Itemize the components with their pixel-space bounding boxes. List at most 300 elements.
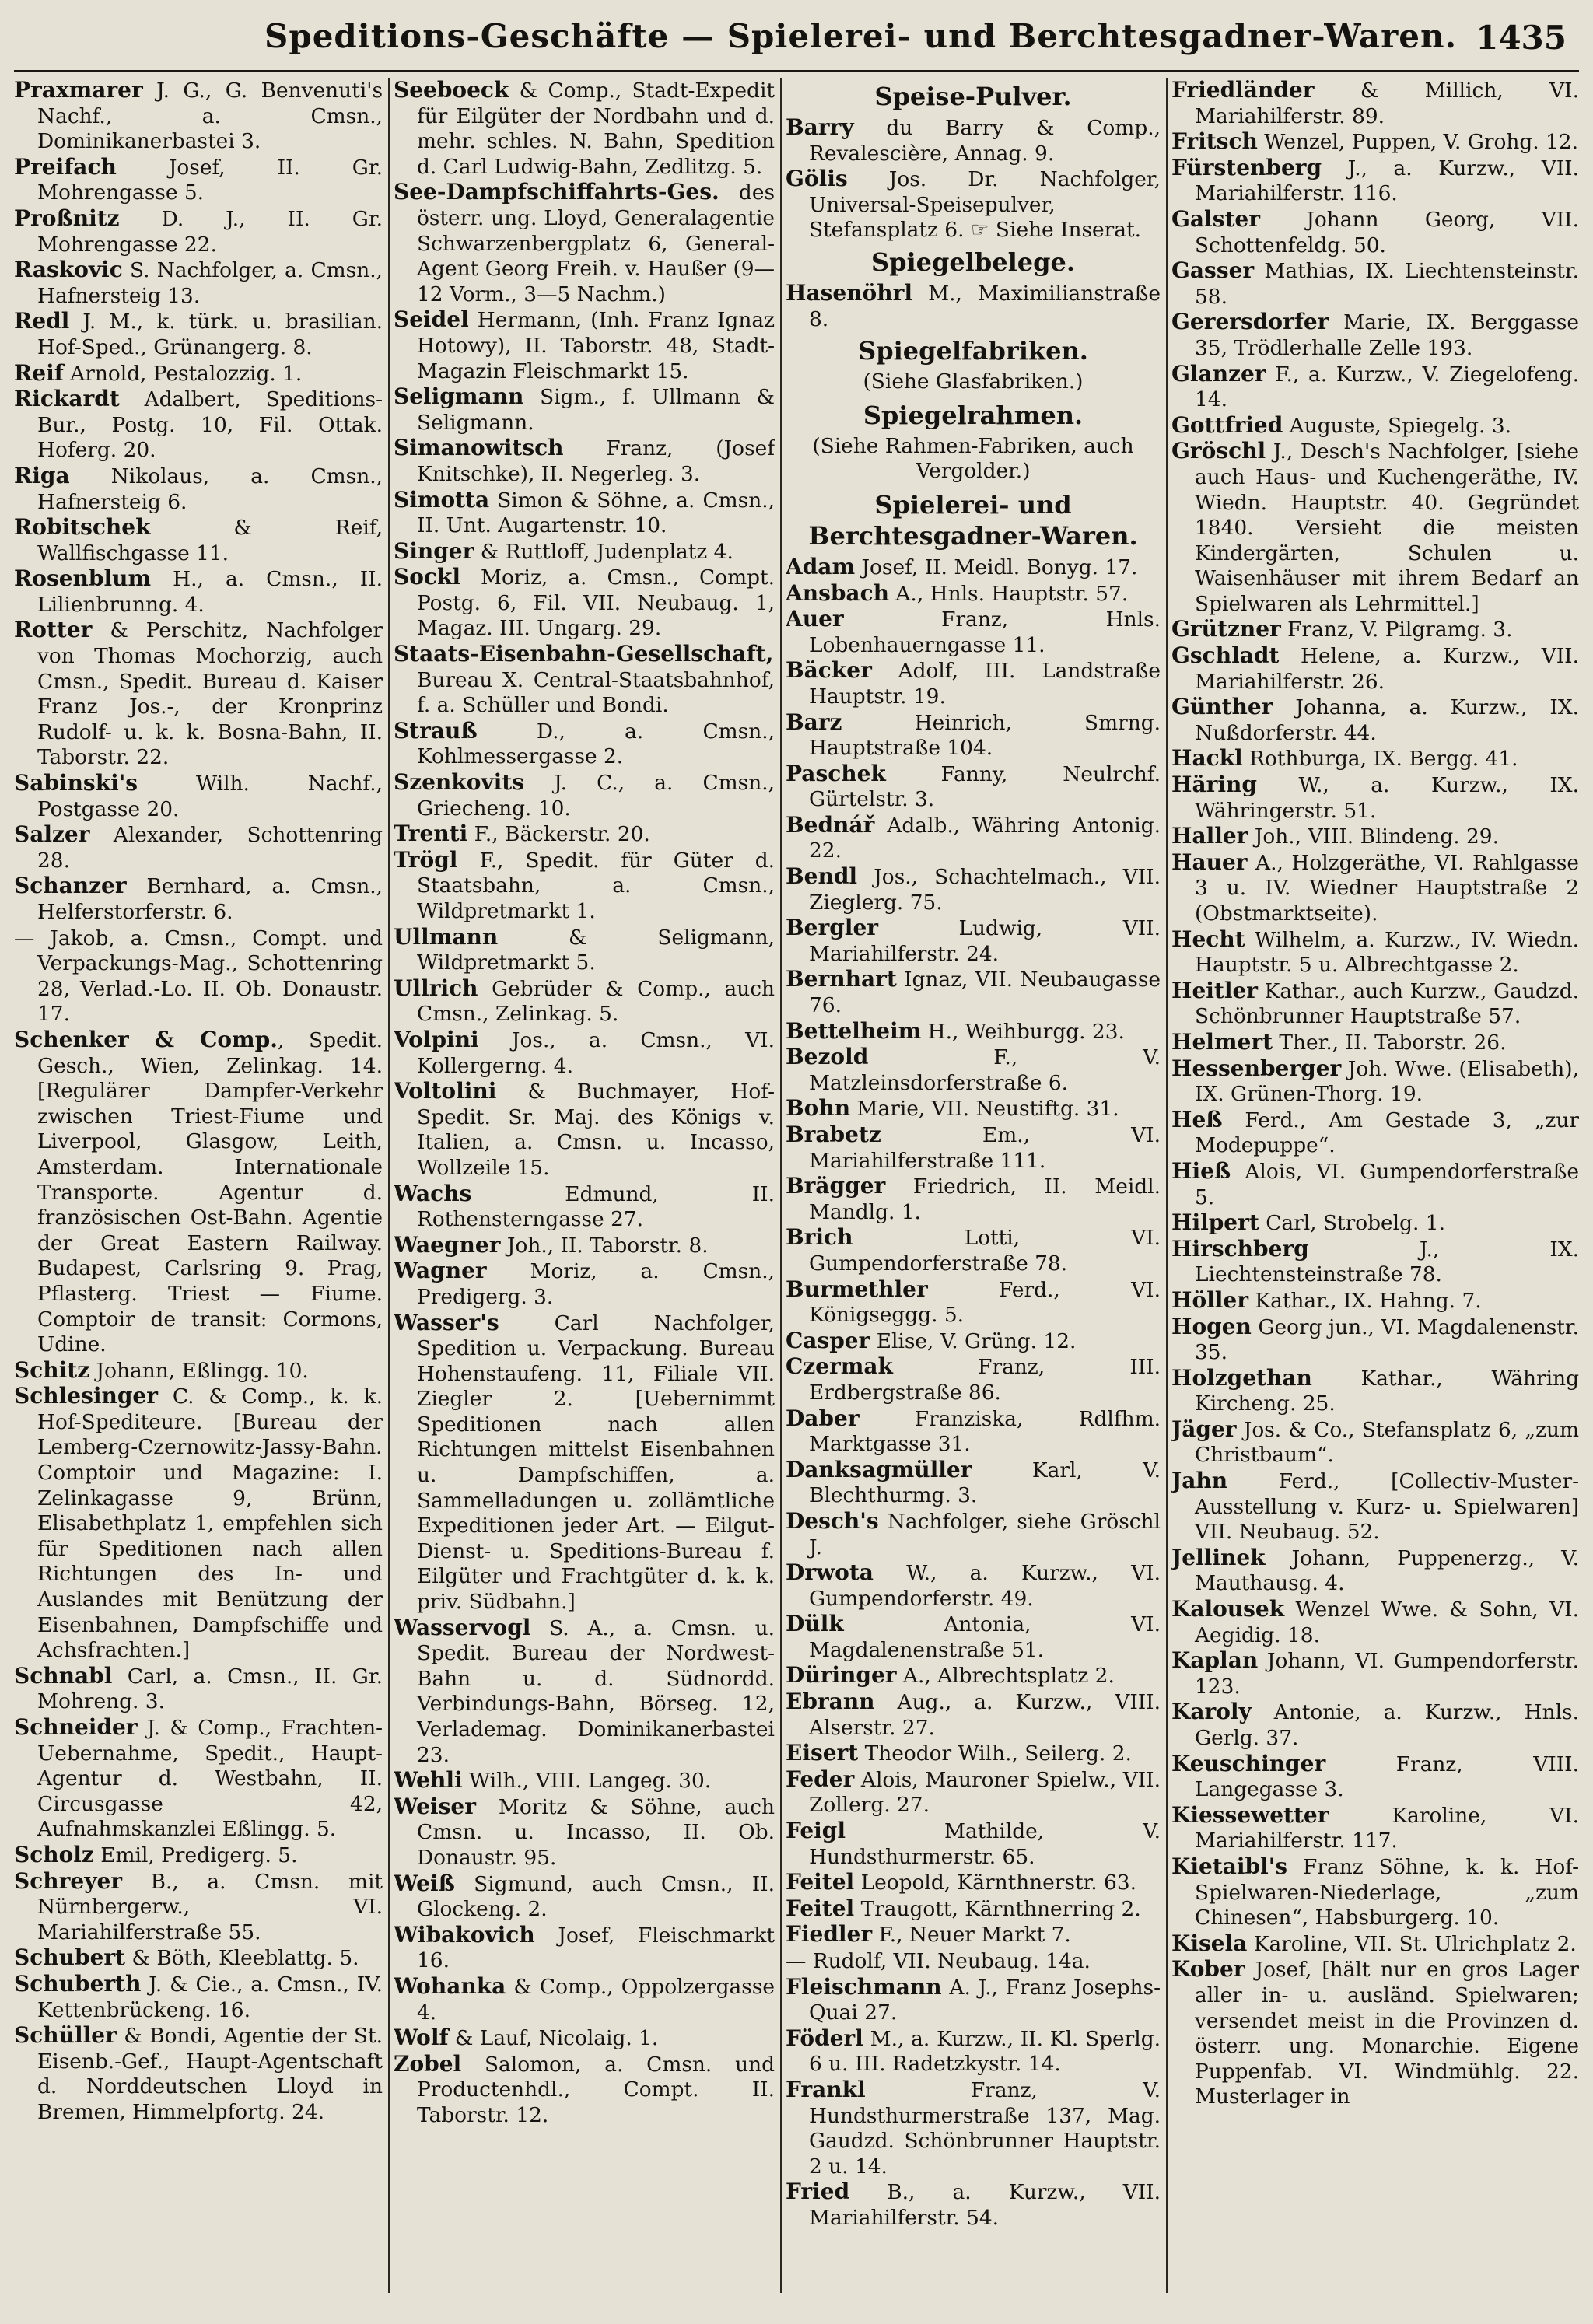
entry-details: Georg jun., VI. Magdalenenstr. 35. bbox=[1195, 1314, 1579, 1365]
entry-details: J., IX. Liechtensteinstraße 78. bbox=[1195, 1237, 1579, 1287]
entry-name: Brägger bbox=[786, 1173, 886, 1199]
entry-details: Ferd., VI. Königseggg. 5. bbox=[809, 1277, 1161, 1328]
entry-details: Elise, V. Grüng. 12. bbox=[870, 1328, 1077, 1353]
directory-entry bbox=[394, 1258, 775, 1310]
entry-name: Rickardt bbox=[14, 386, 120, 412]
page-number: 1435 bbox=[1476, 19, 1567, 57]
entry-details: Franz, V. Hundsthurmerstraße 137, Mag. Gaudzd. Schönbrunner Hauptstr. 2 u. 14. bbox=[809, 2077, 1161, 2179]
entry-details: W., a. Kurzw., VI. Gumpendorferstr. 49. bbox=[809, 1561, 1161, 1611]
entry-name: Jäger bbox=[1171, 1416, 1237, 1442]
entry-name: Glanzer bbox=[1171, 360, 1266, 387]
entry-name: Schanzer bbox=[14, 873, 127, 899]
entry-name: Gasser bbox=[1171, 257, 1255, 284]
entry-details: Johann, VI. Gumpendorferstr. 123. bbox=[1195, 1649, 1579, 1699]
entry-details: Franziska, Rdlfhm. Marktgasse 31. bbox=[809, 1406, 1161, 1457]
directory-entry bbox=[14, 2023, 383, 2125]
entry-details: & Perschitz, Nachfolger von Thomas Mochorzig, auch Cmsn., Spedit. Bureau d. Kaiser Franz Jos.-, der Kronprinz Rudolf- u. k. k. Bosna-Bahn, II. Taborstr. 22. bbox=[37, 618, 383, 770]
column-divider bbox=[1166, 78, 1168, 2293]
entry-details: des österr. ung. Lloyd, Generalagentie Schwarzenbergplatz 6, General-Agent Georg Freih. v. Haußer (9—12 Vorm., 3—5 Nachm.) bbox=[417, 180, 775, 306]
entry-details: & Comp., Oppolzergasse 4. bbox=[417, 1974, 775, 2025]
entry-name: Schneider bbox=[14, 1714, 138, 1740]
entry-details: & Reif, Wallfischgasse 11. bbox=[37, 516, 383, 565]
entry-name: Wolf bbox=[394, 2025, 449, 2051]
entry-details: Jos., Schachtelmach., VII. Zieglerg. 75. bbox=[809, 865, 1161, 915]
directory-entry bbox=[786, 710, 1161, 761]
entry-name: Gröschl bbox=[1171, 438, 1266, 464]
entry-details: A., Albrechtsplatz 2. bbox=[896, 1664, 1115, 1689]
directory-entry bbox=[394, 1768, 775, 1794]
directory-entry bbox=[1171, 207, 1579, 258]
directory-entry bbox=[1171, 1957, 1579, 2110]
entry-name: Bäcker bbox=[786, 657, 872, 684]
directory-entry bbox=[786, 1174, 1161, 1225]
entry-details: Johann Georg, VII. Schottenfeldg. 50. bbox=[1195, 207, 1579, 257]
entry-name: Wasservogl bbox=[394, 1614, 531, 1640]
directory-entry bbox=[786, 2026, 1161, 2077]
directory-entry bbox=[1171, 978, 1579, 1030]
entry-details: & Ruttloff, Judenplatz 4. bbox=[474, 539, 733, 564]
directory-entry bbox=[786, 1277, 1161, 1328]
entry-name: Ebrann bbox=[786, 1689, 875, 1715]
entry-name: Schüller bbox=[14, 2022, 117, 2049]
column-3 bbox=[786, 78, 1161, 2293]
directory-entry bbox=[14, 387, 383, 464]
entry-details: Ther., II. Taborstr. 26. bbox=[1273, 1030, 1507, 1055]
entry-details: M., a. Kurzw., II. Kl. Sperlg. 6 u. III. Radetzkystr. 14. bbox=[809, 2026, 1161, 2077]
directory-entry bbox=[786, 1045, 1161, 1096]
entry-details: — Jakob, a. Cmsn., Compt. und Verpackungs-Mag., Schottenring 28, Verlad.-Lo. II. Ob. Donaustr. 17. bbox=[14, 926, 383, 1027]
entry-details: J. & Cie., a. Cmsn., IV. Kettenbrückeng. 16. bbox=[37, 1972, 383, 2022]
entry-name: Simotta bbox=[394, 486, 490, 513]
directory-entry bbox=[14, 257, 383, 309]
entry-name: Schenker & Comp. bbox=[14, 1026, 278, 1052]
entry-details: Edmund, II. Rothensterngasse 27. bbox=[417, 1181, 775, 1232]
entry-name: Seligmann bbox=[394, 383, 524, 410]
entry-details: J. & Comp., Frachten-Uebernahme, Spedit., Haupt-Agentur d. Westbahn, II. Circusgasse 42, Aufnahmskanzlei Eßlingg. 5. bbox=[37, 1716, 383, 1842]
directory-entry bbox=[14, 1869, 383, 1946]
directory-entry bbox=[786, 1922, 1161, 1948]
entry-name: Simanowitsch bbox=[394, 435, 564, 461]
directory-entry bbox=[786, 2179, 1161, 2231]
entry-details: A. J., Franz Josephs-Quai 27. bbox=[809, 1975, 1161, 2025]
entry-name: Kisela bbox=[1171, 1930, 1248, 1956]
entry-details: Moritz & Söhne, auch Cmsn. u. Incasso, II. Ob. Donaustr. 95. bbox=[417, 1794, 775, 1870]
entry-name: Gschladt bbox=[1171, 642, 1280, 669]
entry-details: Adalb., Währing Antonig. 22. bbox=[809, 813, 1161, 863]
entry-details: Hermann, (Inh. Franz Ignaz Hotowy), II. Taborstr. 48, Stadt-Magazin Fleischmarkt 15. bbox=[417, 308, 775, 383]
entry-name: Czermak bbox=[786, 1353, 893, 1380]
entry-name: Trögl bbox=[394, 846, 458, 873]
directory-entry bbox=[14, 566, 383, 618]
directory-entry bbox=[394, 1311, 775, 1615]
entry-name: Wohanka bbox=[394, 1972, 506, 1999]
entry-name: Schitz bbox=[14, 1356, 90, 1383]
directory-entry bbox=[1171, 1030, 1579, 1056]
entry-details: Carl Nachfolger, Spedition u. Verpackung. Bureau Hohenstaufeng. 11, Filiale VII. Ziegler 2. [Uebernimmt Speditionen nach allen Richtungen mittelst Eisenbahnen u. Dampfschiffen, a. Sammelladungen u. zollämtliche Expeditionen jeder Art. — Eilgut-Dienst- u. Speditions-Bureau f. Eilgüter und Frachtgüter d. k. k. priv. Südbahn.] bbox=[417, 1311, 775, 1615]
directory-entry bbox=[786, 1818, 1161, 1870]
directory-entry bbox=[786, 658, 1161, 709]
entry-name: Seeboeck bbox=[394, 78, 509, 103]
entry-details: H., a. Cmsn., II. Lilienbrunng. 4. bbox=[37, 567, 383, 617]
directory-entry bbox=[1171, 310, 1579, 361]
entry-details: Ludwig, VII. Mariahilferstr. 24. bbox=[809, 916, 1161, 966]
entry-name: Wehli bbox=[394, 1767, 463, 1794]
directory-entry bbox=[14, 1027, 383, 1358]
directory-entry bbox=[14, 771, 383, 822]
directory-entry bbox=[14, 361, 383, 387]
directory-entry bbox=[394, 1871, 775, 1923]
directory-entry bbox=[1171, 1648, 1579, 1699]
entry-details: & Lauf, Nicolaig. 1. bbox=[448, 2026, 659, 2051]
entry-name: Danksagmüller bbox=[786, 1456, 972, 1482]
entry-details: Carl, Strobelg. 1. bbox=[1259, 1211, 1445, 1236]
entry-name: Daber bbox=[786, 1405, 860, 1431]
directory-entry bbox=[394, 1027, 775, 1079]
directory-entry bbox=[786, 1948, 1161, 1975]
entry-details: Fanny, Neulrchf. Gürtelstr. 3. bbox=[809, 761, 1161, 812]
entry-name: Szenkovits bbox=[394, 769, 524, 796]
directory-entry bbox=[394, 436, 775, 487]
directory-entry bbox=[1171, 1237, 1579, 1288]
directory-entry bbox=[14, 926, 383, 1027]
entry-details: D. J., II. Gr. Mohrengasse 22. bbox=[37, 206, 383, 257]
entry-details: Jos. Dr. Nachfolger, Universal-Speisepulver, Stefansplatz 6. ☞ Siehe Inserat. bbox=[809, 167, 1161, 243]
entry-name: Bendl bbox=[786, 863, 858, 890]
entry-details: Franz, VIII. Langegasse 3. bbox=[1195, 1752, 1579, 1802]
entry-details: Marie, IX. Berggasse 35, Trödlerhalle Zelle 193. bbox=[1195, 310, 1579, 360]
entry-details: , Spedit. Gesch., Wien, Zelinkag. 14. [Regulärer Dampfer-Verkehr zwischen Triest-Fiume und Liverpool, Glasgow, Leith, Amsterdam. Internationale Transporte. Agentur d. französischen Ost-Bahn. Agentie der Great Eastern Railway. Budapest, Carlsring 9. Prag, Pflasterg. Triest — Fiume. Comptoir de transit: Cormons, Udine. bbox=[37, 1027, 383, 1357]
entry-details: Franz Söhne, k. k. Hof-Spielwaren-Niederlage, „zum Chinesen“, Habsburgerg. 10. bbox=[1195, 1854, 1579, 1930]
entry-details: Bernhard, a. Cmsn., Helferstorferstr. 6. bbox=[37, 874, 383, 924]
directory-entry bbox=[786, 607, 1161, 658]
directory-entry bbox=[786, 915, 1161, 967]
entry-details: Rothburga, IX. Bergg. 41. bbox=[1242, 747, 1518, 772]
entry-name: Gerersdorfer bbox=[1171, 309, 1329, 335]
entry-details: & Seligmann, Wildpretmarkt 5. bbox=[417, 925, 775, 975]
entry-details: Kathar., IX. Hahng. 7. bbox=[1248, 1288, 1482, 1313]
entry-name: Kietaibl's bbox=[1171, 1853, 1288, 1879]
directory-entry bbox=[394, 1794, 775, 1871]
entry-name: Bernhart bbox=[786, 966, 897, 992]
directory-entry bbox=[1171, 1366, 1579, 1417]
directory-entry bbox=[14, 1715, 383, 1843]
directory-entry bbox=[786, 761, 1161, 813]
entry-name: Hackl bbox=[1171, 745, 1243, 772]
entry-name: Schlesinger bbox=[14, 1383, 158, 1409]
entry-details: Kathar., Währing Kircheng. 25. bbox=[1195, 1366, 1579, 1416]
directory-entry bbox=[394, 307, 775, 384]
entry-details: Alois, VI. Gumpendorferstraße 5. bbox=[1195, 1159, 1579, 1209]
directory-entry bbox=[394, 565, 775, 642]
directory-entry bbox=[14, 1664, 383, 1715]
directory-entry bbox=[786, 813, 1161, 864]
directory-entry bbox=[14, 464, 383, 515]
entry-details: J. M., k. türk. u. brasilian. Hof-Sped., Grünangerg. 8. bbox=[37, 310, 383, 359]
directory-entry bbox=[786, 1767, 1161, 1818]
entry-details: Ferd., Am Gestade 3, „zur Modepuppe“. bbox=[1195, 1108, 1579, 1158]
entry-details: Johann, Eßlingg. 10. bbox=[89, 1358, 309, 1383]
directory-entry bbox=[14, 822, 383, 873]
columns bbox=[14, 78, 1579, 2293]
directory-entry bbox=[786, 1741, 1161, 1767]
entry-name: Schnabl bbox=[14, 1662, 113, 1689]
entry-details: H., Weihburgg. 23. bbox=[921, 1019, 1125, 1044]
entry-name: Ansbach bbox=[786, 579, 889, 606]
directory-entry bbox=[394, 925, 775, 976]
entry-name: Fürstenberg bbox=[1171, 154, 1322, 180]
entry-details: Johanna, a. Kurzw., IX. Nußdorferstr. 44. bbox=[1195, 695, 1579, 745]
entry-name: Weiß bbox=[394, 1870, 455, 1896]
directory-entry bbox=[786, 166, 1161, 243]
entry-name: Frankl bbox=[786, 2076, 866, 2102]
entry-name: Desch's bbox=[786, 1507, 879, 1534]
directory-entry bbox=[394, 1233, 775, 1259]
directory-entry bbox=[1171, 1314, 1579, 1366]
entry-name: Hasenöhrl bbox=[786, 279, 912, 306]
directory-entry bbox=[14, 618, 383, 771]
directory-entry bbox=[786, 1019, 1161, 1045]
entry-details: S. A., a. Cmsn. u. Spedit. Bureau der Nordwest-Bahn u. d. Südnordd. Verbindungs-Bahn, Börseg. 12, Verlademag. Dominikanerbastei 23. bbox=[417, 1615, 775, 1767]
entry-name: Ullrich bbox=[394, 975, 478, 1001]
entry-name: Wachs bbox=[394, 1180, 472, 1206]
directory-entry bbox=[786, 1896, 1161, 1923]
entry-details: Kathar., auch Kurzw., Gaudzd. Schönbrunner Hauptstraße 57. bbox=[1195, 978, 1579, 1029]
entry-name: Friedländer bbox=[1171, 78, 1315, 103]
entry-details: Simon & Söhne, a. Cmsn., II. Unt. Augartenstr. 10. bbox=[417, 488, 775, 538]
section-heading: Spiegelbelege. bbox=[870, 247, 1075, 277]
entry-name: Helmert bbox=[1171, 1028, 1273, 1055]
entry-name: Preifach bbox=[14, 153, 117, 180]
entry-name: Keuschinger bbox=[1171, 1750, 1326, 1776]
entry-details: A., Hnls. Hauptstr. 57. bbox=[888, 581, 1129, 606]
directory-entry bbox=[1171, 78, 1579, 129]
entry-details: Sigmund, auch Cmsn., II. Glockeng. 2. bbox=[417, 1871, 775, 1922]
directory-entry bbox=[786, 1354, 1161, 1405]
directory-entry bbox=[394, 770, 775, 821]
entry-details: Joh. Wwe. (Elisabeth), IX. Grünen-Thorg. 19. bbox=[1195, 1056, 1579, 1107]
directory-entry bbox=[1171, 1931, 1579, 1958]
entry-details: Alexander, Schottenring 28. bbox=[37, 823, 383, 873]
entry-details: Wilhelm, a. Kurzw., IV. Wiedn. Hauptstr. 5 u. Albrechtgasse 2. bbox=[1195, 927, 1579, 978]
entry-details: Helene, a. Kurzw., VII. Mariahilferstr. 26. bbox=[1195, 644, 1579, 694]
entry-name: Drwota bbox=[786, 1559, 874, 1586]
directory-entry bbox=[394, 1079, 775, 1181]
entry-details: & Bondi, Agentie der St. Eisenb.-Gef., Haupt-Agentschaft d. Norddeutschen Lloyd in Bremen, Himmelpfortg. 24. bbox=[37, 2024, 383, 2124]
entry-name: Hirschberg bbox=[1171, 1235, 1309, 1262]
entry-details: Josef, Fleischmarkt 16. bbox=[417, 1923, 775, 1973]
directory-entry bbox=[786, 555, 1161, 581]
entry-name: Kiessewetter bbox=[1171, 1801, 1329, 1828]
entry-name: Paschek bbox=[786, 760, 886, 786]
entry-name: Hogen bbox=[1171, 1313, 1252, 1339]
section-heading: Spielerei- und Berchtesgadner-Waren. bbox=[808, 489, 1138, 551]
entry-details: Aug., a. Kurzw., VIII. Alserstr. 27. bbox=[809, 1690, 1161, 1740]
entry-name: Fleischmann bbox=[786, 1973, 942, 2000]
entry-details: Heinrich, Smrng. Hauptstraße 104. bbox=[809, 710, 1161, 761]
entry-name: Feigl bbox=[786, 1818, 846, 1844]
section-heading: Speise-Pulver. bbox=[874, 82, 1072, 111]
entry-name: Hecht bbox=[1171, 926, 1245, 952]
directory-entry bbox=[786, 581, 1161, 607]
entry-details: Salomon, a. Cmsn. und Productenhdl., Compt. II. Taborstr. 12. bbox=[417, 2052, 775, 2127]
column-2 bbox=[394, 78, 775, 2293]
directory-entry bbox=[394, 1923, 775, 1974]
entry-name: Scholz bbox=[14, 1841, 94, 1867]
entry-details: M., Maximilianstraße 8. bbox=[809, 281, 1161, 331]
entry-details: Carl, a. Cmsn., II. Gr. Mohreng. 3. bbox=[37, 1664, 383, 1714]
entry-details: Wilh. Nachf., Postgasse 20. bbox=[37, 772, 383, 821]
entry-name: Trenti bbox=[394, 821, 468, 847]
entry-name: Wasser's bbox=[394, 1309, 499, 1335]
entry-name: Brabetz bbox=[786, 1122, 881, 1147]
entry-name: Waegner bbox=[394, 1231, 501, 1258]
directory-entry bbox=[14, 309, 383, 360]
directory-entry bbox=[786, 1225, 1161, 1276]
entry-details: Auguste, Spiegelg. 3. bbox=[1283, 413, 1511, 438]
directory-entry bbox=[1171, 824, 1579, 850]
entry-details: Franz, (Josef Knitschke), II. Negerleg. 3. bbox=[417, 436, 775, 486]
entry-name: Dülk bbox=[786, 1611, 844, 1637]
directory-entry bbox=[1171, 850, 1579, 927]
directory-entry bbox=[14, 1972, 383, 2023]
entry-details: W., a. Kurzw., IX. Währingerstr. 51. bbox=[1195, 773, 1579, 823]
directory-entry bbox=[1171, 1597, 1579, 1648]
entry-details: C. & Comp., k. k. Hof-Spediteure. [Bureau der Lemberg-Czernowitz-Jassy-Bahn. Comptoir und Magazine: I. Zelinkagasse 9, Brünn, Elisabethplatz 1, empfehlen sich für Speditionen nach allen Richtungen des In- und Auslandes mit Benützung der Eisenbahnen, Dampfschiffe und Achsfrachten.] bbox=[37, 1384, 383, 1663]
directory-entry bbox=[786, 115, 1161, 166]
entry-details: Emil, Predigerg. 5. bbox=[93, 1843, 298, 1867]
directory-entry bbox=[786, 1406, 1161, 1458]
entry-name: Rosenblum bbox=[14, 565, 152, 592]
directory-entry bbox=[1171, 1854, 1579, 1931]
page-header bbox=[0, 0, 1593, 61]
directory-entry bbox=[786, 1328, 1161, 1355]
entry-name: Praxmarer bbox=[14, 78, 143, 103]
entry-name: Eisert bbox=[786, 1740, 859, 1766]
directory-entry bbox=[1171, 413, 1579, 439]
directory-entry bbox=[786, 1096, 1161, 1122]
entry-name: Strauß bbox=[394, 717, 478, 744]
directory-entry bbox=[1171, 1468, 1579, 1545]
entry-details: J. G., G. Benvenuti's Nachf., a. Cmsn., Dominikanerbastei 3. bbox=[37, 79, 383, 154]
directory-entry bbox=[394, 642, 775, 719]
entry-details: J., a. Kurzw., VII. Mariahilferstr. 116. bbox=[1195, 156, 1579, 206]
entry-details: Ignaz, VII. Neubaugasse 76. bbox=[809, 968, 1161, 1018]
entry-details: Traugott, Kärnthnerring 2. bbox=[854, 1896, 1141, 1921]
entry-name: Brich bbox=[786, 1224, 853, 1251]
directory-entry bbox=[1171, 643, 1579, 695]
directory-entry bbox=[394, 539, 775, 565]
entry-name: Sockl bbox=[394, 564, 460, 590]
directory-entry bbox=[786, 2077, 1161, 2179]
directory-entry bbox=[14, 515, 383, 566]
entry-name: Voltolini bbox=[394, 1078, 497, 1104]
directory-entry bbox=[394, 2052, 775, 2129]
entry-name: Gölis bbox=[786, 166, 848, 192]
entry-details: B., a. Cmsn. mit Nürnbergerw., VI. Mariahilferstraße 55. bbox=[37, 1869, 383, 1944]
entry-name: Bergler bbox=[786, 915, 879, 941]
entry-details: Bureau X. Central-Staatsbahnhof, f. a. Schüller und Bondi. bbox=[417, 667, 775, 718]
directory-entry bbox=[14, 78, 383, 155]
entry-name: Kober bbox=[1171, 1956, 1245, 1983]
directory-entry bbox=[1171, 927, 1579, 978]
directory-entry bbox=[14, 1945, 383, 1972]
entry-details: Friedrich, II. Meidl. Mandlg. 1. bbox=[809, 1174, 1161, 1224]
entry-name: Kaplan bbox=[1171, 1647, 1259, 1674]
directory-entry bbox=[786, 1458, 1161, 1509]
entry-details: Mathias, IX. Liechtensteinstr. 58. bbox=[1195, 259, 1579, 309]
entry-name: Kalousek bbox=[1171, 1596, 1285, 1622]
entry-details: Franz, Hnls. Lobenhauerngasse 11. bbox=[809, 607, 1161, 657]
entry-name: Bezold bbox=[786, 1044, 869, 1070]
entry-name: Häring bbox=[1171, 772, 1257, 798]
entry-details: Arnold, Pestalozzig. 1. bbox=[63, 361, 303, 386]
entry-details: F., a. Kurzw., V. Ziegelofeng. 14. bbox=[1195, 362, 1579, 412]
entry-details: A., Holzgeräthe, VI. Rahlgasse 3 u. IV. Wiedner Hauptstraße 2 (Obstmarktseite). bbox=[1195, 850, 1579, 926]
entry-name: Grützner bbox=[1171, 616, 1281, 642]
entry-name: Fiedler bbox=[786, 1921, 873, 1948]
directory-entry bbox=[394, 976, 775, 1027]
directory-entry bbox=[394, 180, 775, 307]
directory-entry bbox=[786, 1122, 1161, 1174]
entry-details: Wenzel Wwe. & Sohn, VI. Aegidig. 18. bbox=[1195, 1598, 1579, 1647]
directory-entry bbox=[1171, 1699, 1579, 1751]
entry-name: Günther bbox=[1171, 694, 1273, 720]
entry-name: Feitel bbox=[786, 1895, 855, 1921]
entry-details: & Millich, VI. Mariahilferstr. 89. bbox=[1195, 79, 1579, 128]
entry-details: Karl, V. Blechthurmg. 3. bbox=[809, 1458, 1161, 1508]
directory-entry bbox=[14, 873, 383, 925]
directory-entry bbox=[14, 206, 383, 257]
directory-entry bbox=[1171, 695, 1579, 746]
entry-details: Moriz, a. Cmsn., Compt. Postg. 6, Fil. VII. Neubaug. 1, Magaz. III. Ungarg. 29. bbox=[417, 565, 775, 641]
entry-details: F., Spedit. für Güter d. Staatsbahn, a. Cmsn., Wildpretmarkt 1. bbox=[417, 848, 775, 923]
entry-details: Sigm., f. Ullmann & Seligmann. bbox=[417, 385, 775, 435]
entry-name: Casper bbox=[786, 1327, 870, 1353]
entry-details: F., V. Matzleinsdorferstraße 6. bbox=[809, 1045, 1161, 1095]
entry-name: Adam bbox=[786, 553, 856, 579]
entry-name: Seidel bbox=[394, 306, 469, 333]
directory-entry bbox=[1171, 772, 1579, 824]
directory-entry bbox=[394, 1615, 775, 1769]
entry-name: Barry bbox=[786, 114, 854, 140]
entry-details: Josef, II. Meidl. Bonyg. 17. bbox=[855, 555, 1138, 579]
entry-name: Bohn bbox=[786, 1095, 851, 1122]
directory-entry bbox=[394, 1974, 775, 2025]
directory-entry bbox=[786, 1612, 1161, 1663]
entry-name: Bednář bbox=[786, 811, 875, 838]
entry-details: Josef, [hält nur en gros Lager aller in- u. ausländ. Spielwaren; versendet meist in die Provinzen d. österr. ung. Monarchie. Eigene Puppenfab. VI. Windmühlg. 22. Musterlager in bbox=[1195, 1958, 1579, 2109]
directory-entry bbox=[1171, 362, 1579, 413]
directory-entry bbox=[1171, 439, 1579, 617]
entry-name: Riga bbox=[14, 462, 70, 488]
entry-details: Leopold, Kärnthnerstr. 63. bbox=[854, 1871, 1137, 1895]
entry-name: Burmethler bbox=[786, 1276, 928, 1302]
entry-details: Ferd., [Collectiv-Muster-Ausstellung v. Kurz- u. Spielwaren] VII. Neubaug. 52. bbox=[1195, 1469, 1579, 1545]
entry-name: Wibakovich bbox=[394, 1921, 535, 1948]
directory-entry bbox=[1171, 1803, 1579, 1854]
directory-entry bbox=[394, 821, 775, 848]
entry-name: Wagner bbox=[394, 1258, 487, 1284]
entry-name: Staats-Eisenbahn-Gesellschaft, bbox=[394, 641, 774, 667]
directory-entry bbox=[1171, 1108, 1579, 1159]
directory-entry bbox=[394, 719, 775, 770]
entry-name: Heß bbox=[1171, 1106, 1223, 1132]
entry-name: Rotter bbox=[14, 617, 93, 643]
entry-name: Barz bbox=[786, 709, 842, 735]
entry-name: Weiser bbox=[394, 1793, 476, 1819]
directory-entry bbox=[786, 864, 1161, 915]
section-note: (Siehe Glasfabriken.) bbox=[863, 369, 1084, 394]
